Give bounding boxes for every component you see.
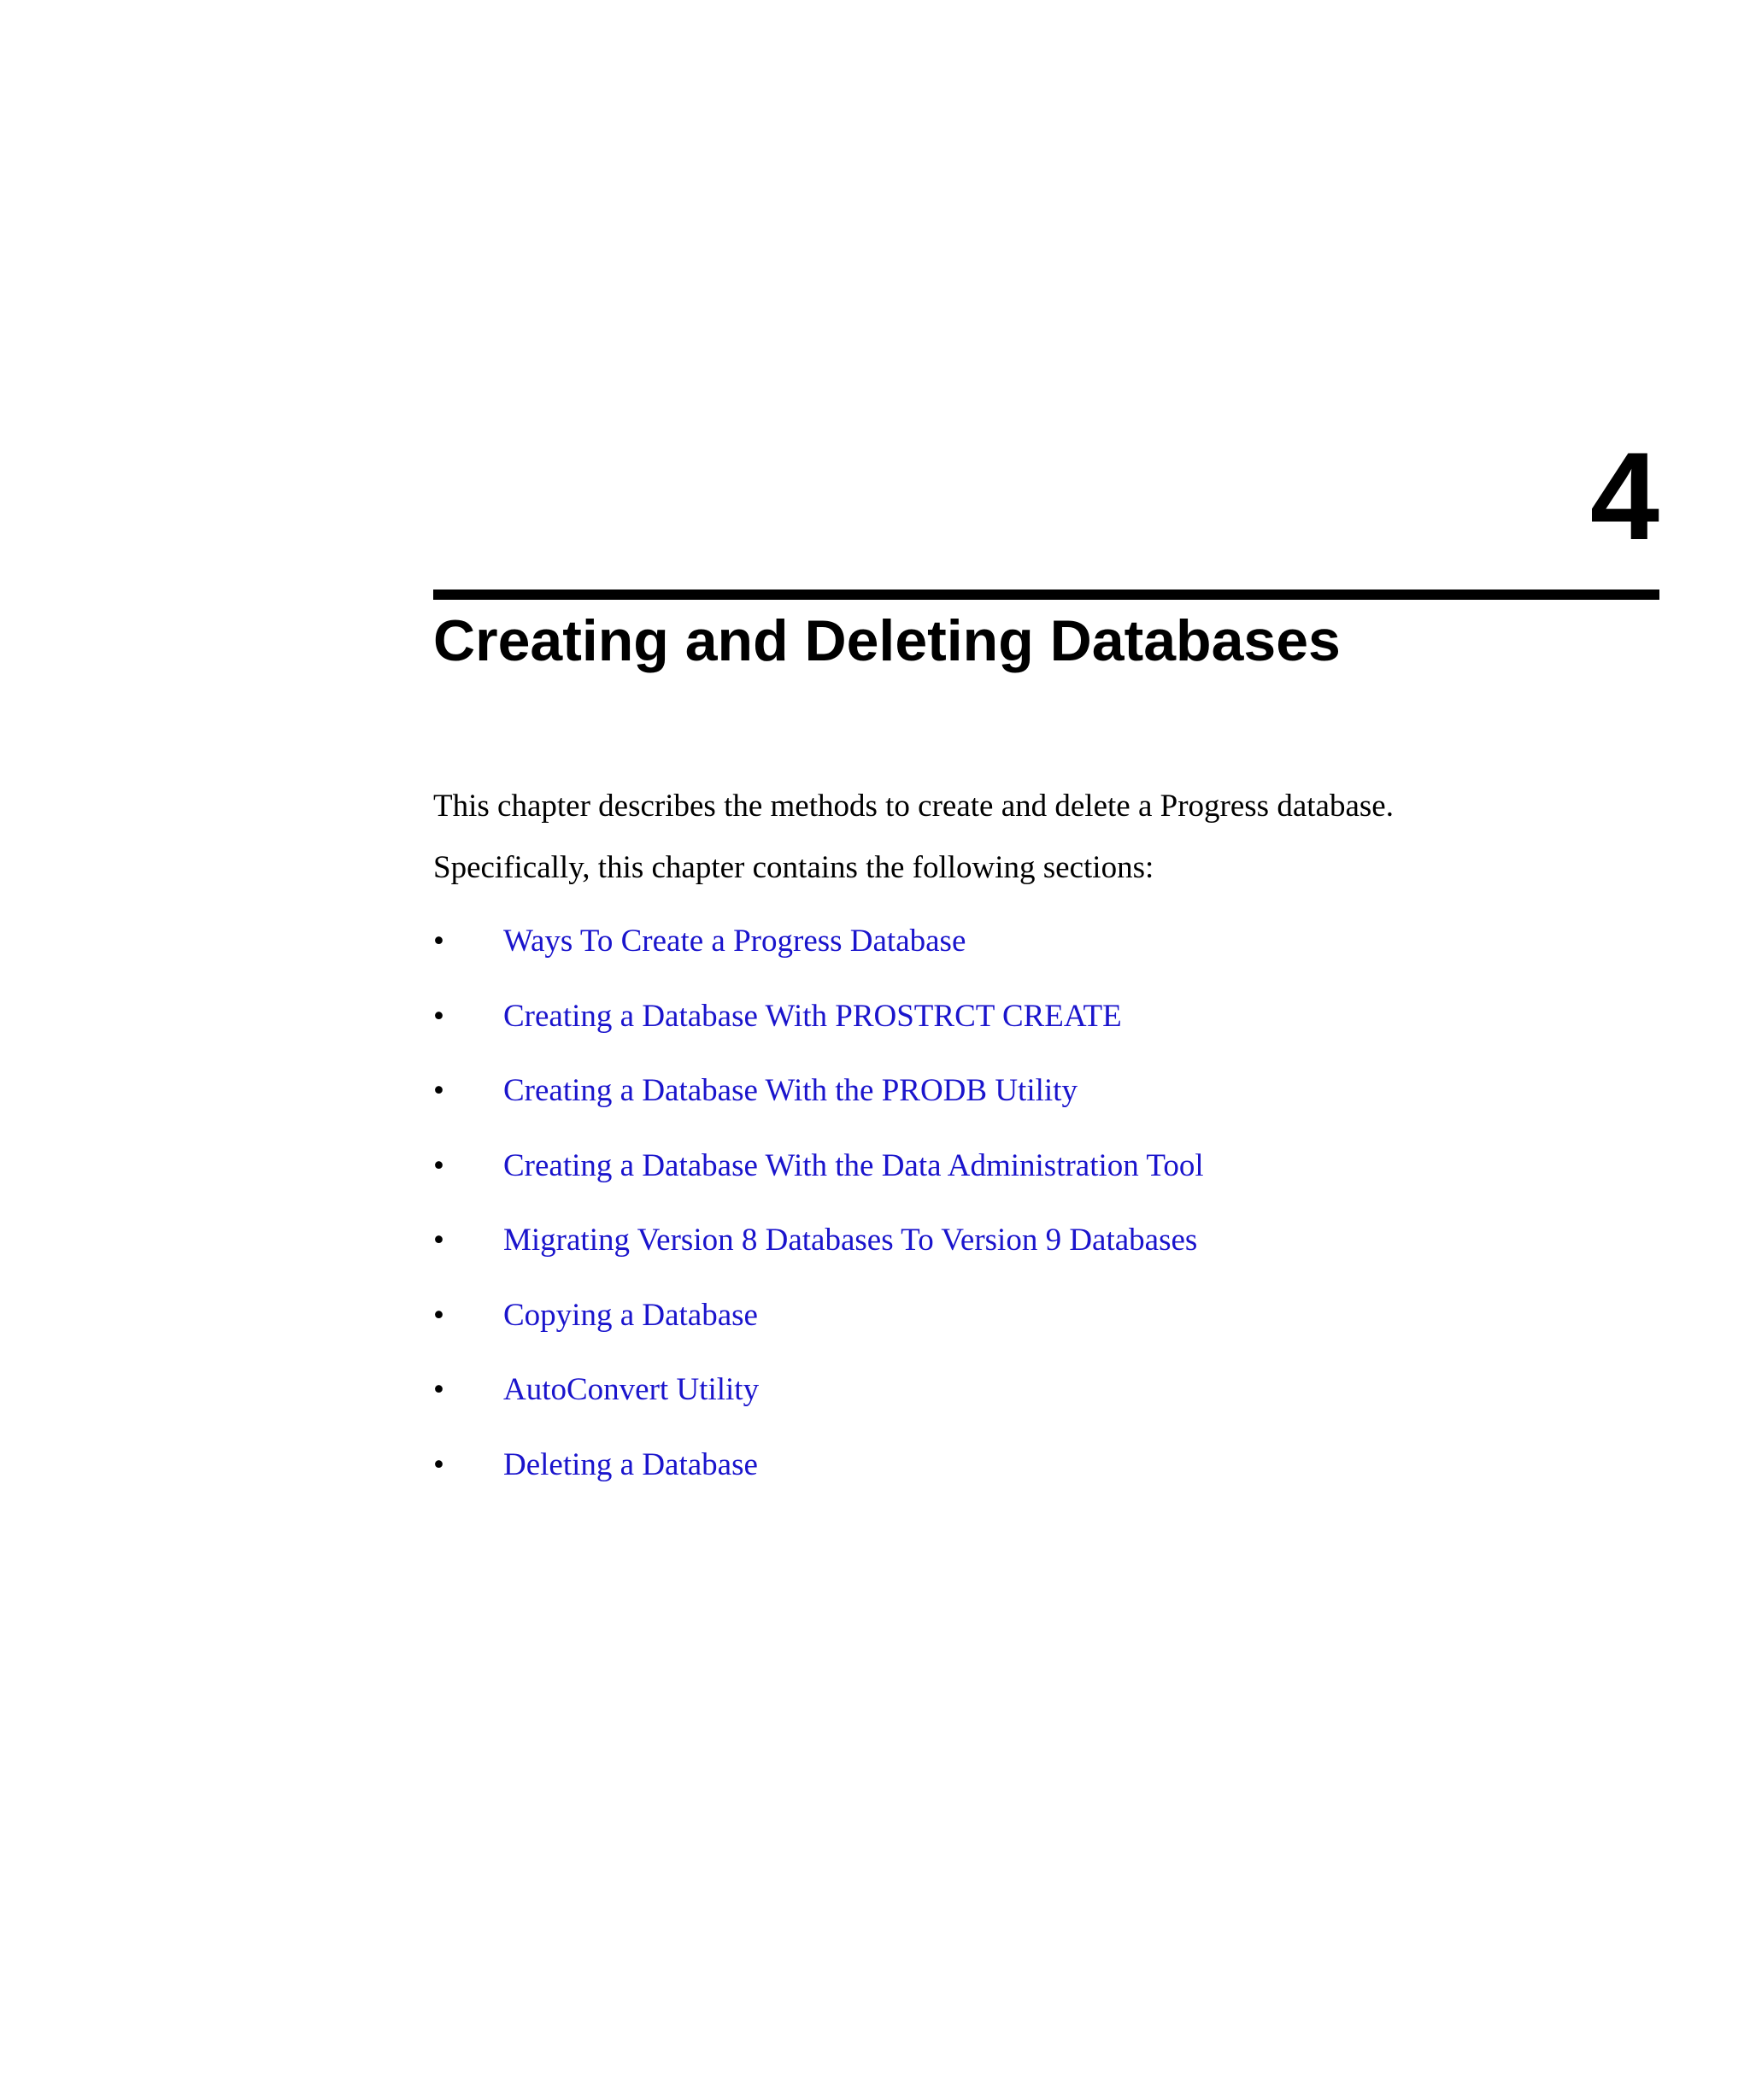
sections-lead: Specifically, this chapter contains the following sections: bbox=[433, 850, 1154, 885]
bullet-icon: • bbox=[433, 1073, 444, 1108]
section-link-deleting-database[interactable]: Deleting a Database bbox=[503, 1446, 758, 1482]
bullet-icon: • bbox=[433, 1297, 444, 1333]
chapter-rule bbox=[433, 590, 1659, 600]
chapter-number: 4 bbox=[1589, 426, 1659, 566]
section-link-migrating-version-8[interactable]: Migrating Version 8 Databases To Version 9 Databases bbox=[503, 1223, 1198, 1258]
intro-paragraph: This chapter describes the methods to create and delete a Progress database. bbox=[433, 789, 1394, 824]
section-link-copying-database[interactable]: Copying a Database bbox=[503, 1297, 758, 1333]
chapter-title: Creating and Deleting Databases bbox=[433, 608, 1341, 673]
bullet-icon: • bbox=[433, 1147, 444, 1183]
bullet-icon: • bbox=[433, 1223, 444, 1258]
bullet-icon: • bbox=[433, 1372, 444, 1407]
section-link-prostrct-create[interactable]: Creating a Database With PROSTRCT CREATE bbox=[503, 998, 1122, 1034]
section-link-prodb-utility[interactable]: Creating a Database With the PRODB Utility bbox=[503, 1073, 1078, 1108]
section-link-autoconvert-utility[interactable]: AutoConvert Utility bbox=[503, 1372, 760, 1407]
section-link-data-administration-tool[interactable]: Creating a Database With the Data Administration Tool bbox=[503, 1147, 1204, 1183]
bullet-icon: • bbox=[433, 998, 444, 1034]
section-link-ways-to-create[interactable]: Ways To Create a Progress Database bbox=[503, 924, 966, 959]
bullet-icon: • bbox=[433, 924, 444, 959]
bullet-icon: • bbox=[433, 1446, 444, 1482]
